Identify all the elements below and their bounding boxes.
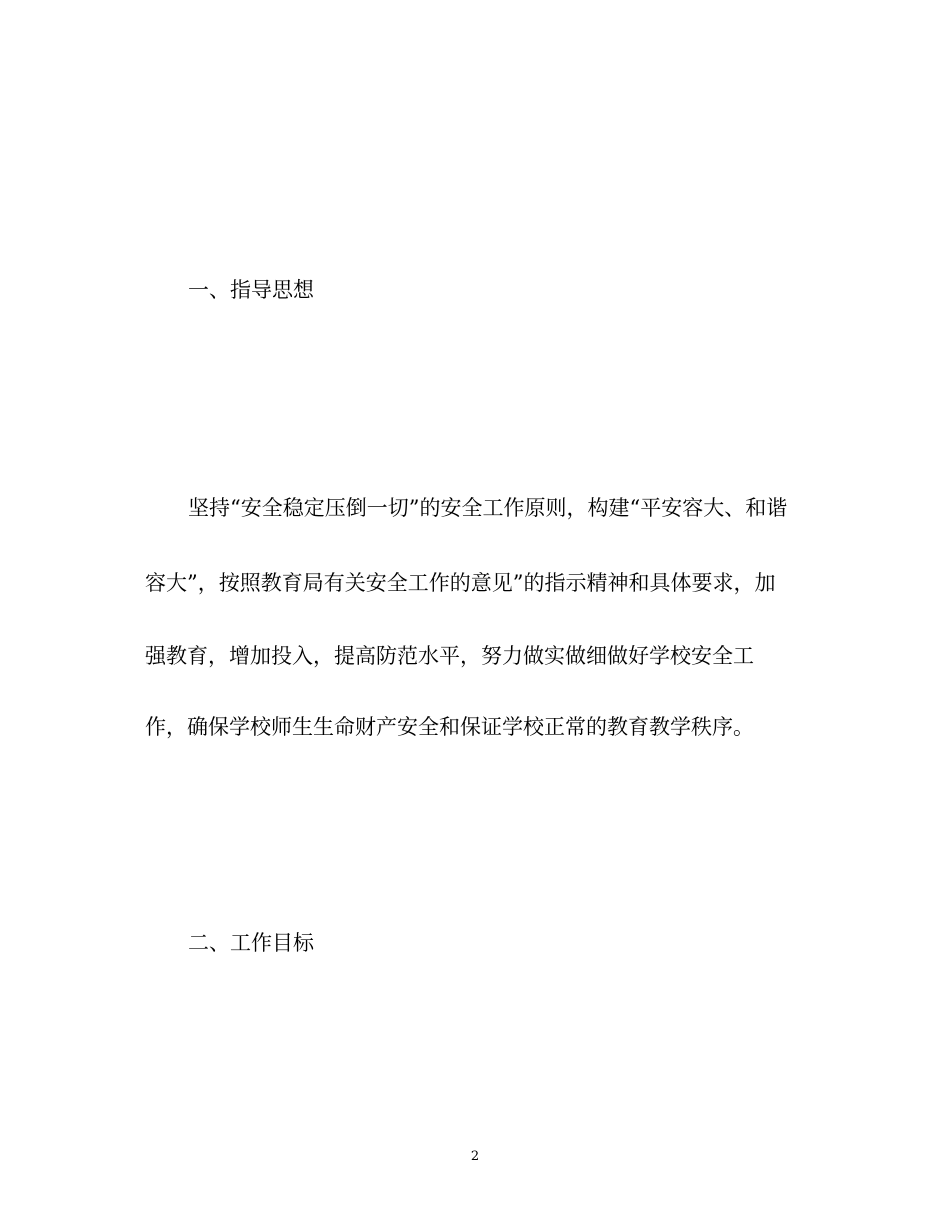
section-heading-guiding-ideology: 一、指导思想 [188, 278, 314, 302]
paragraph-line: 容大”，按照教育局有关安全工作的意见”的指示精神和具体要求，加 [145, 571, 776, 595]
paragraph-line: 坚持“安全稳定压倒一切”的安全工作原则，构建“平安容大、和谐 [188, 496, 788, 520]
paragraph-line: 强教育，增加投入，提高防范水平，努力做实做细做好学校安全工 [145, 644, 754, 668]
section-heading-work-goals: 二、工作目标 [188, 931, 314, 955]
page-number: 2 [470, 1149, 480, 1164]
paragraph-line: 作，确保学校师生生命财产安全和保证学校正常的教育教学秩序。 [145, 715, 754, 739]
